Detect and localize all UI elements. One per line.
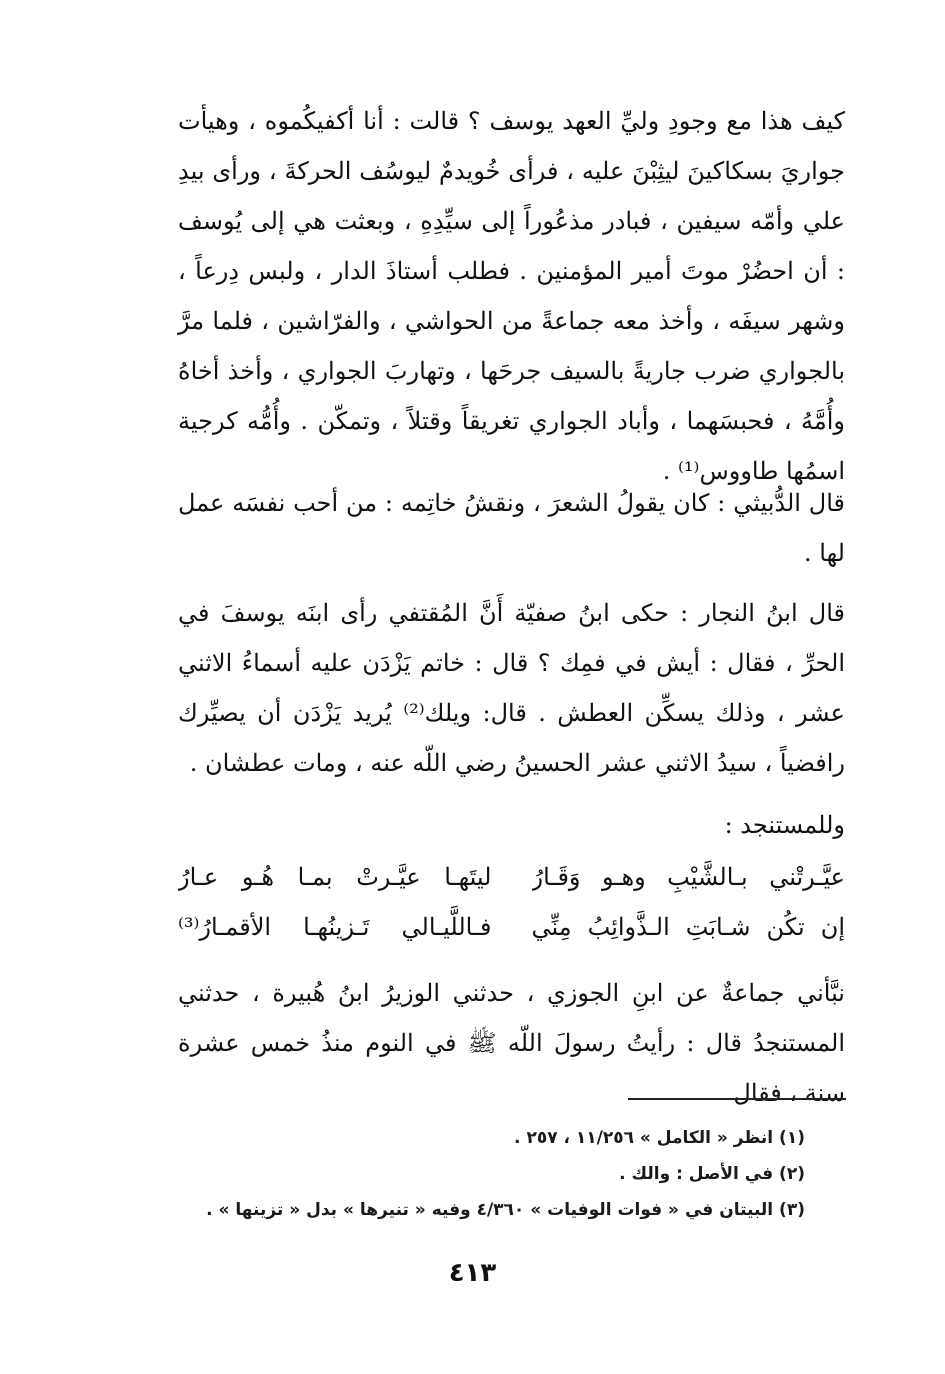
poem-intro-text: وللمستنجد : [724, 811, 845, 839]
footnotes [178, 1120, 805, 1228]
paragraph-text: نبَّأني جماعةٌ عن ابنِ الجوزي ، حدثني الوزيرُ ابنُ هُبيرة ، حدثني المستنجدُ قال : رأيتُ رسولَ اللّه ﷺ في النوم منذُ خمس عشرة سنة ، فقال [178, 979, 845, 1107]
footnote: (٢) في الأصل : والك . [619, 1164, 805, 1184]
footnote-divider [628, 1098, 846, 1100]
poem-verse [178, 852, 845, 902]
second-hemistich: ليتَهـا عيَّـرتْ بمـا هُـو عـارُ [178, 863, 492, 891]
poem [178, 852, 845, 952]
poem-verse [178, 902, 845, 952]
page-number: ٤١٣ [448, 1258, 497, 1288]
first-hemistich: عيَّـرتْني بـالشَّيْبِ وهـو وَقَـارُ [531, 863, 845, 891]
first-hemistich: إن تكُن شـابَتِ الـذَّوائِبُ مِنِّي [531, 913, 845, 941]
body-paragraph [178, 588, 845, 788]
paragraph-text: كيف هذا مع وجودِ وليِّ العهد يوسف ؟ قالت : أنا أكفيكُموه ، وهيأت جواريَ بسكاكينَ ليثِبْنَ عليه ، فرأى خُويدمٌ ليوسُف الحركةَ ، ورأى بيدِ علي وأمّه سيفين ، فبادر مذعُوراً إلى سيِّدِهِ ، وبعثت هي إلى يُوسف : أن احضُرْ موتَ أمير المؤمنين . فطلب أستاذَ الدار ، ولبس دِرعاً ، وشهر سيفَه ، وأخذ معه جماعةً من الحواشي ، والفرّاشين ، فلما مرَّ بالجواري ضرب جاريةً بالسيف جرحَها ، وتهاربَ الجواري ، وأخذ أخاهُ وأُمَّهُ ، فحبسَهما ، وأباد الجواري تغريقاً وقتلاً ، وتمكّن . وأُمُّه كرجية اسمُها طاووس⁽¹⁾ . [178, 107, 845, 485]
second-hemistich: فـاللَّيـالي تَـزينُهـا الأقمـارُ⁽³⁾ [178, 913, 492, 941]
footnote: (١) انظر « الكامل » ١١/٢٥٦ ، ٢٥٧ . [514, 1128, 805, 1148]
poem-intro [178, 800, 845, 850]
body-paragraph [178, 478, 845, 578]
paragraph-text: قال الدُّبيثي : كان يقولُ الشعرَ ، ونقشُ خاتِمه : من أحب نفسَه عمل لها . [178, 489, 845, 567]
body-paragraph [178, 96, 845, 496]
footnote: (٣) البيتان في « فوات الوفيات » ٤/٣٦٠ وفيه « تنيرها » بدل « تزينها » . [206, 1200, 805, 1220]
paragraph-text: قال ابنُ النجار : حكى ابنُ صفيّة أَنَّ المُقتفي رأى ابنَه يوسفَ في الحرِّ ، فقال : أيش في فمِك ؟ قال : خاتم يَزْدَن عليه أسماءُ الاثني عشر ، وذلك يسكِّن العطش . قال: ويلك⁽²⁾ يُريد يَزْدَن أن يصيِّرك رافضياً ، سيدُ الاثني عشر الحسينُ رضي اللّه عنه ، ومات عطشان . [178, 599, 845, 777]
body-paragraph [178, 968, 845, 1118]
